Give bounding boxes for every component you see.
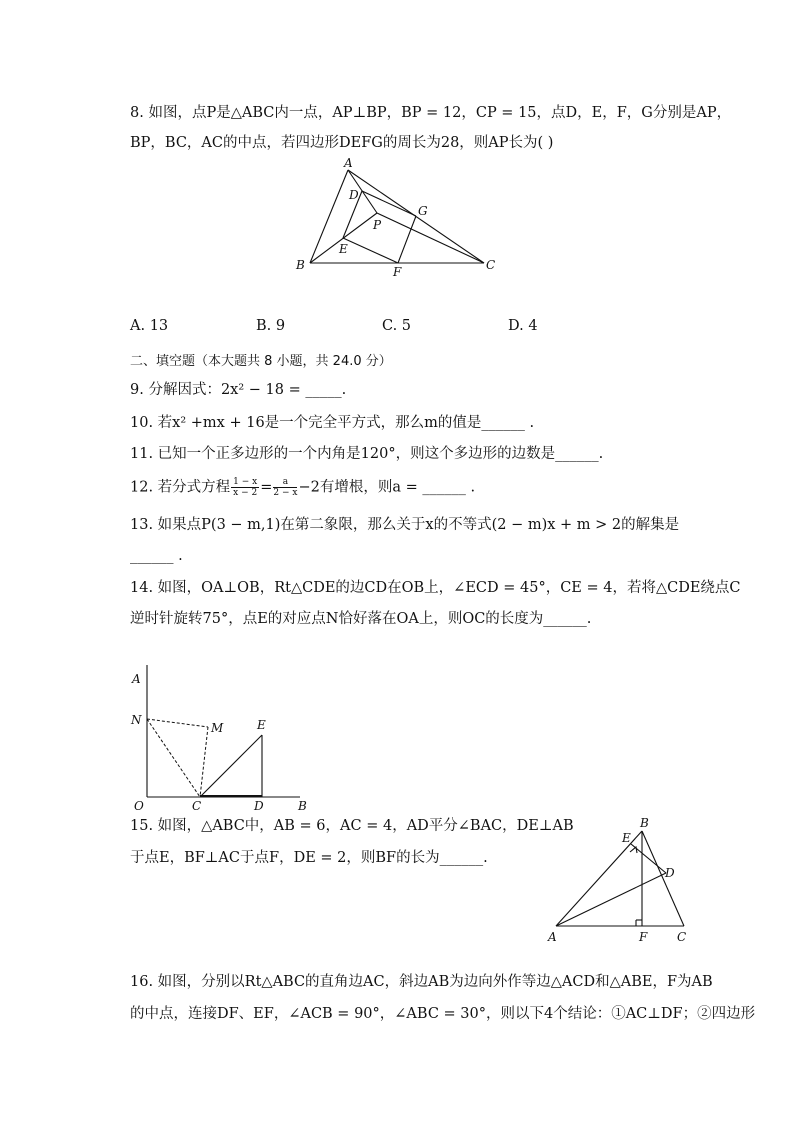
q8-line1: 8. 如图，点P是△ABC内一点，AP⊥BP，BP = 12，CP = 15，点D，E，F，G分别是AP，: [130, 105, 732, 121]
q12-frac1-num: 1 − x: [233, 477, 258, 487]
q14-label-B: B: [298, 799, 307, 813]
q12-eq: =: [260, 479, 273, 496]
q8-label-E: E: [339, 242, 348, 256]
q8-option-c: C. 5: [382, 318, 412, 334]
q12-frac1-den: x − 2: [233, 488, 258, 498]
q8-option-b: B. 9: [256, 318, 286, 334]
q12-fraction-2: [273, 477, 297, 498]
q11: 11. 已知一个正多边形的一个内角是120°，则这个多边形的边数是______.: [130, 446, 604, 462]
q14-label-M: M: [211, 721, 224, 735]
q16-line1: 16. 如图，分别以Rt△ABC的直角边AC，斜边AB为边向外作等边△ACD和△ABE，F为AB: [130, 974, 713, 990]
q15-label-D: D: [665, 866, 675, 880]
q13-line1: 13. 如果点P(3 − m,1)在第二象限，那么关于x的不等式(2 − m)x + m > 2的解集是: [130, 517, 680, 533]
q10: 10. 若x² +mx + 16是一个完全平方式，那么m的值是______ .: [130, 415, 535, 431]
q8-label-A: A: [344, 156, 353, 170]
q15-line2: 于点E，BF⊥AC于点F，DE = 2，则BF的长为______.: [130, 850, 488, 866]
q14-label-E: E: [257, 718, 266, 732]
q13-line2: ______ .: [130, 548, 183, 564]
q9: 9. 分解因式：2x² − 18 = _____.: [130, 382, 347, 398]
q12-suffix: −2有增根，则a = ______ .: [298, 479, 476, 496]
q15-line1: 15. 如图，△ABC中，AB = 6，AC = 4，AD平分∠BAC，DE⊥AB: [130, 818, 574, 834]
q12-fraction-1: [231, 477, 259, 498]
q8-line2: BP，BC，AC的中点，若四边形DEFG的周长为28，则AP长为( ): [130, 135, 554, 151]
q14-label-N: N: [131, 713, 142, 727]
q8-label-P: P: [373, 218, 382, 232]
q15-label-A: A: [548, 930, 557, 944]
q14-label-O: O: [134, 799, 144, 813]
q12: [130, 477, 475, 498]
q14-line2: 逆时针旋转75°，点E的对应点N恰好落在OA上，则OC的长度为______.: [130, 611, 592, 627]
q16-line2: 的中点，连接DF、EF，∠ACB = 90°，∠ABC = 30°，则以下4个结论：①AC⊥DF；②四边形: [130, 1006, 756, 1022]
q8-label-F: F: [393, 265, 402, 279]
q15-label-C: C: [677, 930, 687, 944]
q12-frac2-num: a: [273, 477, 297, 488]
q8-label-B: B: [296, 258, 305, 272]
q15-label-B: B: [640, 816, 649, 830]
q12-prefix: 12. 若分式方程: [130, 479, 231, 496]
q12-frac2-den: 2 − x: [273, 488, 298, 498]
section-title: 二、填空题（本大题共 8 小题，共 24.0 分）: [130, 354, 392, 369]
q15-label-E: E: [622, 831, 631, 845]
q15-label-F: F: [639, 930, 648, 944]
q8-label-G: G: [418, 204, 428, 218]
q8-option-a: A. 13: [130, 318, 169, 334]
q14-label-A: A: [132, 672, 141, 686]
q8-option-d: D. 4: [508, 318, 538, 334]
q14-label-D: D: [254, 799, 264, 813]
q8-label-C: C: [486, 258, 496, 272]
q14-line1: 14. 如图，OA⊥OB，Rt△CDE的边CD在OB上，∠ECD = 45°，CE = 4，若将△CDE绕点C: [130, 580, 741, 596]
q8-label-D: D: [349, 188, 359, 202]
q14-label-C: C: [192, 799, 202, 813]
